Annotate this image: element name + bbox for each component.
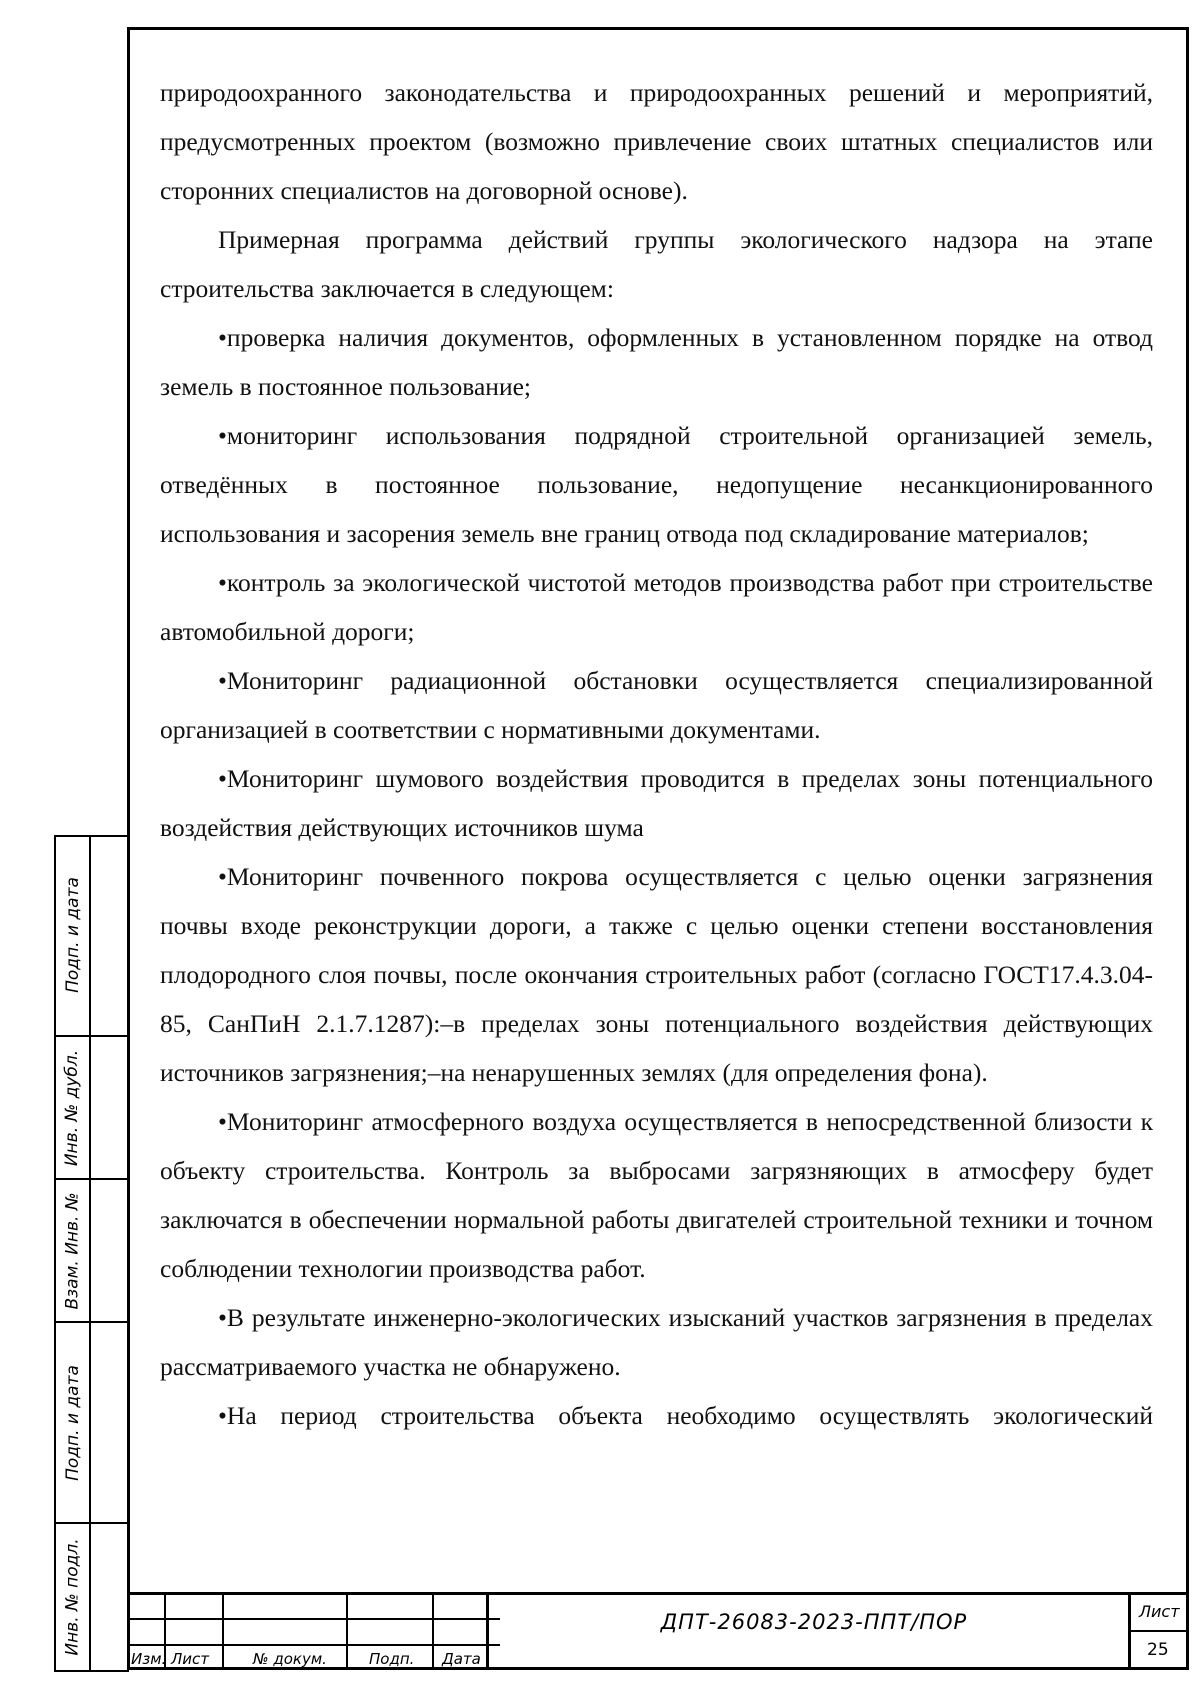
side-label: Инв. № подл. bbox=[62, 1538, 83, 1656]
stamp-col-docnum: № докум. bbox=[253, 1650, 327, 1668]
document-code: ДПТ-26083-2023-ППТ/ПОР bbox=[660, 1610, 968, 1634]
stamp-col-sheet: Лист bbox=[171, 1650, 210, 1668]
side-stamp bbox=[54, 835, 127, 1670]
side-label: Подп. и дата bbox=[62, 877, 83, 993]
paragraph: Примерная программа действий группы экологического надзора на этапе строительства заключается в следующем: bbox=[160, 225, 1153, 303]
list-item: •На период строительства объекта необходимо осуществлять экологический bbox=[218, 1401, 1153, 1430]
stamp-col-change: Изм. bbox=[131, 1650, 167, 1668]
stamp-col-sign: Подп. bbox=[369, 1650, 415, 1668]
stamp-col-date: Дата bbox=[442, 1650, 481, 1668]
stamp-sheet-label: Лист bbox=[1139, 1602, 1180, 1621]
list-item: •проверка наличия документов, оформленных в установленном порядке на отвод земель в постоянное пользование; bbox=[160, 323, 1153, 401]
list-item: •Мониторинг атмосферного воздуха осуществляется в непосредственной близости к объекту строительства. Контроль за выбросами загрязняющих в атмосферу будет заключатся в обеспечении нормальной работы двигателей строительной техники и точном соблюдении технологии производства работ. bbox=[160, 1107, 1153, 1283]
side-label: Подп. и дата bbox=[62, 1364, 83, 1481]
side-label: Взам. Инв. № bbox=[62, 1191, 83, 1310]
document-body bbox=[160, 68, 1153, 1440]
list-item: •Мониторинг шумового воздействия проводится в пределах зоны потенциального воздействия действующих источников шума bbox=[160, 764, 1153, 842]
list-item: •Мониторинг радиационной обстановки осуществляется специализированной организацией в соответствии с нормативными документами. bbox=[160, 666, 1153, 744]
side-label: Инв. № дубл. bbox=[62, 1049, 83, 1166]
list-item: •В результате инженерно-экологических изысканий участков загрязнения в пределах рассматриваемого участка не обнаружено. bbox=[160, 1303, 1153, 1381]
stamp-sheet-number: 25 bbox=[1147, 1640, 1169, 1660]
list-item: •мониторинг использования подрядной строительной организацией земель, отведённых в постоянное пользование, недопущение несанкционированного использования и засорения земель вне границ отвода под складирование материалов; bbox=[160, 421, 1153, 548]
paragraph: природоохранного законодательства и природоохранных решений и мероприятий, предусмотренных проектом (возможно привлечение своих штатных специалистов или сторонних специалистов на договорной основе). bbox=[160, 78, 1153, 205]
list-item: •Мониторинг почвенного покрова осуществляется с целью оценки загрязнения почвы входе реконструкции дороги, а также с целью оценки степени восстановления плодородного слоя почвы, после окончания строительных работ (согласно ГОСТ17.4.3.04-85, СанПиН 2.1.7.1287):–в пределах зоны потенциального воздействия действующих источников загрязнения;–на ненарушенных землях (для определения фона). bbox=[160, 862, 1153, 1087]
list-item: •контроль за экологической чистотой методов производства работ при строительстве автомобильной дороги; bbox=[160, 568, 1153, 646]
